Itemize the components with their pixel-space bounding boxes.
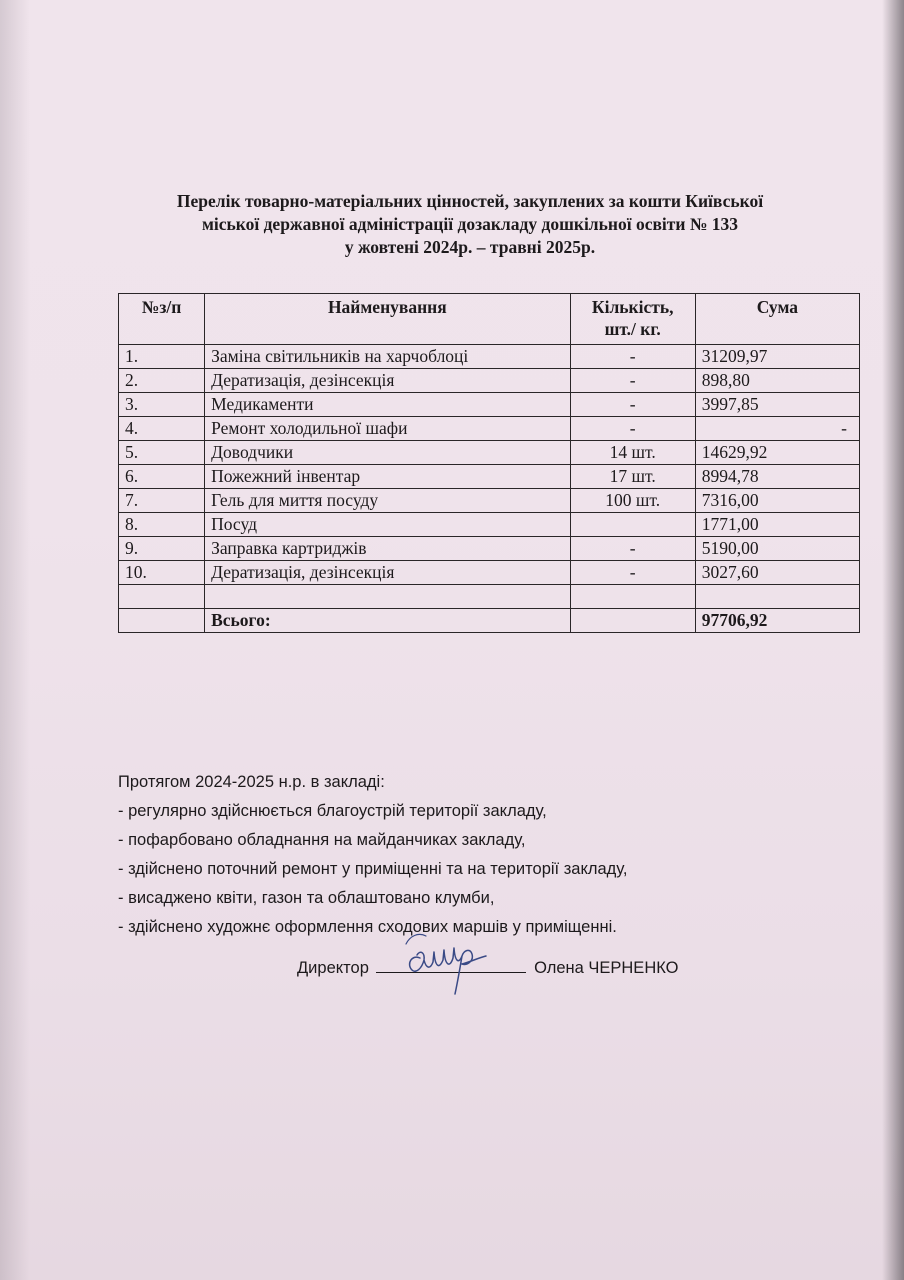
row-sum: 3997,85 bbox=[695, 393, 859, 417]
row-num bbox=[119, 585, 205, 609]
row-num: 1. bbox=[119, 345, 205, 369]
total-sum: 97706,92 bbox=[695, 609, 859, 633]
notes-item: - регулярно здійснюється благоустрій території закладу, bbox=[118, 802, 547, 820]
table-row bbox=[119, 417, 860, 441]
title-line-2: міської державної адміністрації дозакладу дошкільної освіти № 133 bbox=[201, 214, 739, 234]
row-num: 10. bbox=[119, 561, 205, 585]
table-row bbox=[119, 441, 860, 465]
row-sum: - bbox=[695, 417, 859, 441]
row-qty: - bbox=[570, 345, 695, 369]
total-num bbox=[119, 609, 205, 633]
row-sum bbox=[695, 585, 859, 609]
row-num: 9. bbox=[119, 537, 205, 561]
table-row bbox=[119, 369, 860, 393]
row-sum: 7316,00 bbox=[695, 489, 859, 513]
notes-item: - здійснено художнє оформлення сходових маршів у приміщенні. bbox=[118, 918, 617, 936]
header-qty-line-1: Кількість, bbox=[591, 297, 674, 317]
title-line-3: у жовтені 2024р. – травні 2025р. bbox=[344, 237, 596, 257]
signatory-position: Директор bbox=[297, 959, 369, 977]
header-name: Найменування bbox=[205, 294, 570, 345]
total-qty bbox=[570, 609, 695, 633]
row-name: Доводчики bbox=[205, 441, 570, 465]
row-sum: 31209,97 bbox=[695, 345, 859, 369]
row-qty bbox=[570, 585, 695, 609]
row-sum: 1771,00 bbox=[695, 513, 859, 537]
row-num: 6. bbox=[119, 465, 205, 489]
header-qty-line-2: шт./ кг. bbox=[604, 319, 661, 339]
table-header-row bbox=[119, 294, 860, 345]
row-sum: 898,80 bbox=[695, 369, 859, 393]
table-row bbox=[119, 537, 860, 561]
page-shadow-left bbox=[0, 0, 30, 1280]
row-name: Медикаменти bbox=[205, 393, 570, 417]
row-num: 3. bbox=[119, 393, 205, 417]
row-name: Заправка картриджів bbox=[205, 537, 570, 561]
row-qty: 14 шт. bbox=[570, 441, 695, 465]
row-name bbox=[205, 585, 570, 609]
notes-item: - здійснено поточний ремонт у приміщенні та на території закладу, bbox=[118, 860, 628, 878]
notes-item: - пофарбовано обладнання на майданчиках закладу, bbox=[118, 831, 526, 849]
row-name: Пожежний інвентар bbox=[205, 465, 570, 489]
page-shadow-right bbox=[882, 0, 904, 1280]
row-name: Заміна світильників на харчоблоці bbox=[205, 345, 570, 369]
activities-notes bbox=[118, 768, 878, 942]
row-qty: - bbox=[570, 417, 695, 441]
row-num: 7. bbox=[119, 489, 205, 513]
row-name: Ремонт холодильної шафи bbox=[205, 417, 570, 441]
row-qty: 17 шт. bbox=[570, 465, 695, 489]
row-sum: 5190,00 bbox=[695, 537, 859, 561]
row-num: 5. bbox=[119, 441, 205, 465]
row-sum: 14629,92 bbox=[695, 441, 859, 465]
table-row bbox=[119, 513, 860, 537]
table-row bbox=[119, 345, 860, 369]
row-qty bbox=[570, 513, 695, 537]
title-line-1: Перелік товарно-матеріальних цінностей, закуплених за кошти Київської bbox=[176, 191, 764, 211]
row-qty: - bbox=[570, 393, 695, 417]
table-row bbox=[119, 393, 860, 417]
row-name: Дератизація, дезінсекція bbox=[205, 561, 570, 585]
table-row bbox=[119, 561, 860, 585]
header-qty bbox=[570, 294, 695, 345]
row-num: 2. bbox=[119, 369, 205, 393]
row-qty: - bbox=[570, 537, 695, 561]
notes-item: - висаджено квіти, газон та облаштовано клумби, bbox=[118, 889, 495, 907]
table-row bbox=[119, 465, 860, 489]
header-sum: Сума bbox=[695, 294, 859, 345]
handwritten-signature bbox=[398, 922, 490, 1002]
row-sum: 8994,78 bbox=[695, 465, 859, 489]
row-name: Дератизація, дезінсекція bbox=[205, 369, 570, 393]
row-qty: - bbox=[570, 561, 695, 585]
row-name: Гель для миття посуду bbox=[205, 489, 570, 513]
table-row-empty bbox=[119, 585, 860, 609]
row-qty: - bbox=[570, 369, 695, 393]
row-num: 4. bbox=[119, 417, 205, 441]
row-num: 8. bbox=[119, 513, 205, 537]
row-qty: 100 шт. bbox=[570, 489, 695, 513]
document-title bbox=[90, 190, 850, 259]
purchases-table bbox=[118, 293, 860, 633]
notes-intro: Протягом 2024-2025 н.р. в закладі: bbox=[118, 773, 385, 791]
table-row bbox=[119, 489, 860, 513]
total-label: Всього: bbox=[205, 609, 570, 633]
row-name: Посуд bbox=[205, 513, 570, 537]
row-sum: 3027,60 bbox=[695, 561, 859, 585]
table-total-row bbox=[119, 609, 860, 633]
signatory-name: Олена ЧЕРНЕНКО bbox=[534, 959, 679, 977]
header-num: №з/п bbox=[119, 294, 205, 345]
